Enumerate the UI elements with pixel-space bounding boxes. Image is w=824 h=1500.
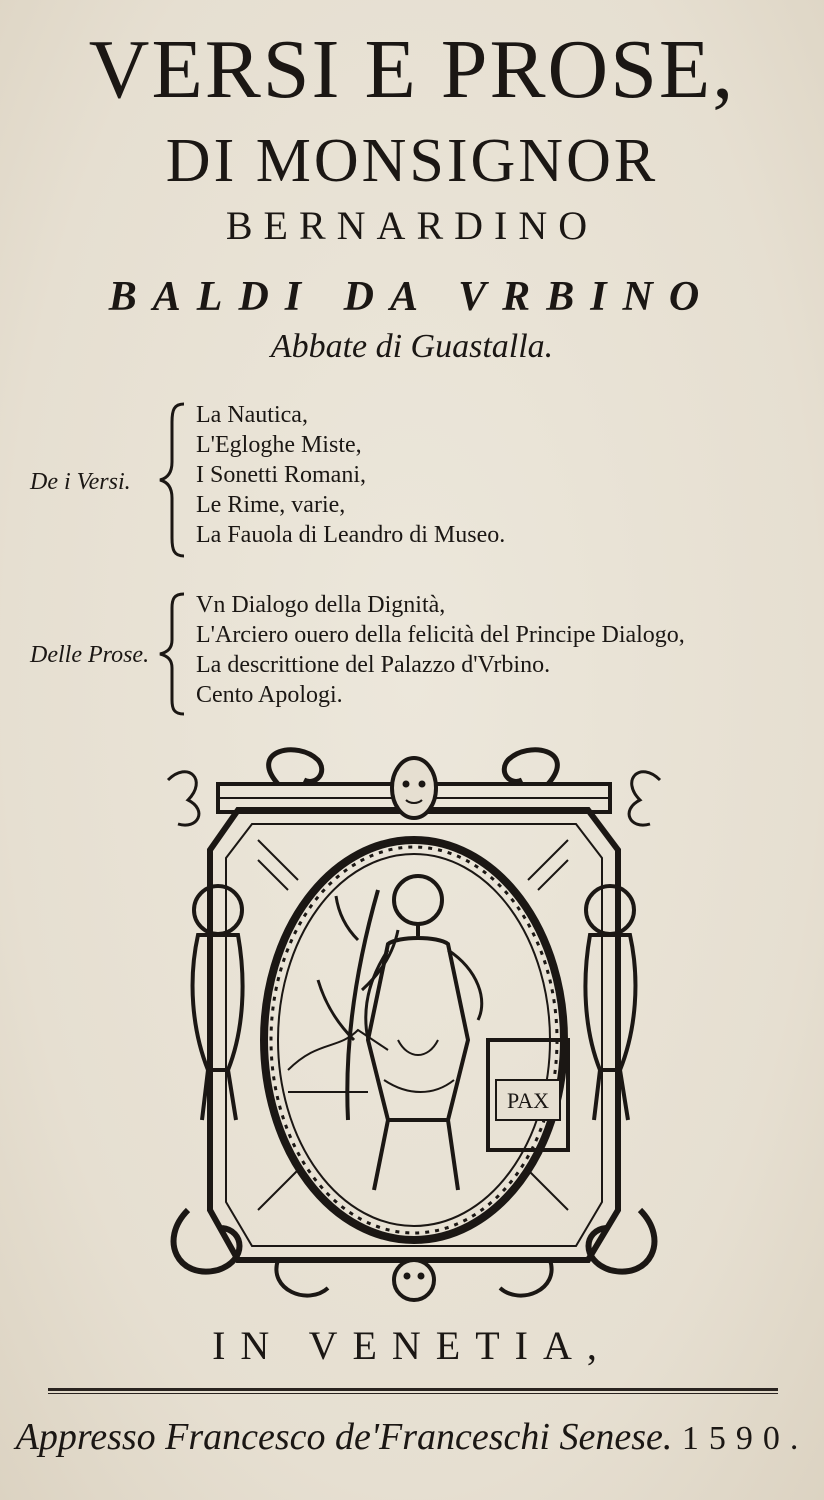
prose-list bbox=[196, 590, 685, 710]
woodcut-printers-device bbox=[148, 740, 680, 1315]
imprint-city: IN VENETIA, bbox=[212, 1323, 612, 1368]
title-line-di-monsignor: DI MONSIGNOR bbox=[165, 127, 659, 195]
woodcut-plaque-text: PAX bbox=[507, 1088, 549, 1113]
verse-brace-icon bbox=[156, 400, 190, 560]
list-item: Le Rime, varie, bbox=[196, 492, 346, 518]
list-item: La Nautica, bbox=[196, 402, 308, 428]
list-item: L'Arciero ouero della felicità del Principe Dialogo, bbox=[196, 622, 685, 648]
verse-list bbox=[196, 400, 505, 550]
prose-brace-icon bbox=[156, 590, 190, 718]
list-item: La Fauola di Leandro di Museo. bbox=[196, 522, 506, 548]
title-line-bernardino: BERNARDINO bbox=[225, 203, 599, 248]
list-item: Vn Dialogo della Dignità, bbox=[196, 592, 446, 618]
title-line-versi-e-prose: VERSI E PROSE, bbox=[88, 23, 736, 116]
list-item: I Sonetti Romani, bbox=[196, 462, 366, 488]
imprint-divider-thin bbox=[48, 1393, 778, 1394]
imprint-line bbox=[0, 1418, 824, 1456]
list-item: L'Egloghe Miste, bbox=[196, 432, 362, 458]
imprint-publisher: Appresso Francesco de'Franceschi Senese. bbox=[15, 1416, 673, 1458]
imprint-year: 1590. bbox=[681, 1420, 809, 1457]
list-item: La descrittione del Palazzo d'Vrbino. bbox=[196, 652, 551, 678]
list-item: Cento Apologi. bbox=[196, 682, 343, 708]
title-line-abbate: Abbate di Guastalla. bbox=[270, 328, 554, 365]
title-line-baldi-da-vrbino: BALDI DA VRBINO bbox=[108, 274, 716, 320]
imprint-divider bbox=[48, 1388, 778, 1391]
prose-group-label: Delle Prose. bbox=[30, 642, 150, 668]
verse-group-label: De i Versi. bbox=[30, 469, 131, 495]
